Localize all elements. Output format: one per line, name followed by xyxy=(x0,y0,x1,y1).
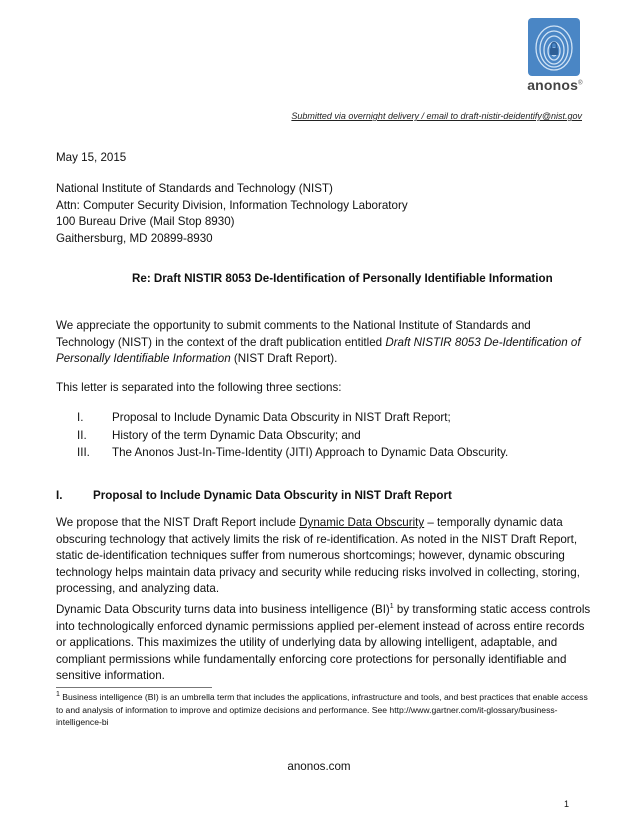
address-line: Attn: Computer Security Division, Information Technology Laboratory xyxy=(56,198,408,212)
list-item xyxy=(56,428,586,446)
list-text: Proposal to Include Dynamic Data Obscurity in NIST Draft Report; xyxy=(112,411,451,424)
sections-list xyxy=(56,410,586,463)
list-number: I. xyxy=(77,411,84,424)
footer-site: anonos.com xyxy=(287,760,351,773)
footnote-number: 1 xyxy=(56,691,60,699)
publication-title: Draft NISTIR 8053 De-Identification of Personally Identifiable Information xyxy=(56,335,581,366)
sections-intro: This letter is separated into the following three sections: xyxy=(56,381,342,394)
section-title: Proposal to Include Dynamic Data Obscurity in NIST Draft Report xyxy=(93,489,452,502)
page-number: 1 xyxy=(564,799,570,809)
footnote xyxy=(56,691,596,729)
bi-paragraph: Dynamic Data Obscurity turns data into business intelligence (BI)$^1$ by transforming static access controls into technologically enforced dynamic permissions applied per-element instead of across entire records or applications. This maximizes the utility of underlying data by allowing intelligent, adaptable, and compliant permissions while fundamentally enforcing core protections for personally identifiable and sensitive information. xyxy=(56,603,591,683)
proposal-paragraph: We propose that the NIST Draft Report include Dynamic Data Obscurity – temporally dynamic data obscuring technology that actively limits the risk of re-identification. As noted in the NIST Draft Report, static de-identification techniques suffer from numerous shortcomings; however, dynamic obscuring technology helps maintain data privacy and security while reducing risks involved in collecting, storing, processing, and analyzing data. xyxy=(56,516,580,596)
anonos-logo xyxy=(524,18,586,98)
section-number: I. xyxy=(56,489,63,502)
list-item xyxy=(56,445,586,463)
letter-date: May 15, 2015 xyxy=(56,151,127,164)
subject-line: Re: Draft NISTIR 8053 De-Identification of Personally Identifiable Information xyxy=(132,272,553,285)
footnote-ref[interactable]: 1 xyxy=(389,603,394,611)
list-text: The Anonos Just-In-Time-Identity (JITI) Approach to Dynamic Data Obscurity. xyxy=(112,446,509,459)
list-text: History of the term Dynamic Data Obscurity; and xyxy=(112,428,361,442)
intro-paragraph: We appreciate the opportunity to submit comments to the National Institute of Standards and Technology (NIST) in the context of the draft publication entitled Draft NISTIR 8053 De-Identification of Personally Identifiable Information (NIST Draft Report). xyxy=(56,319,581,366)
address-line: National Institute of Standards and Technology (NIST) xyxy=(56,182,333,195)
footnote-divider xyxy=(56,687,212,688)
submission-note: Submitted via overnight delivery / email to draft-nistir-deidentify@nist.gov xyxy=(291,111,582,121)
list-number: III. xyxy=(77,446,90,459)
list-item xyxy=(56,410,586,428)
dynamic-data-obscurity-link[interactable]: Dynamic Data Obscurity xyxy=(299,516,425,529)
registered-mark: ® xyxy=(578,80,583,87)
recipient-address xyxy=(56,181,408,247)
list-number: II. xyxy=(77,428,87,442)
logo-text: anonos xyxy=(527,77,579,93)
address-line: 100 Bureau Drive (Mail Stop 8930) xyxy=(56,215,235,229)
footnote-text: Business intelligence (BI) is an umbrella term that includes the applications, infrastructure and tools, and best practices that enable access to and analysis of information to improve and optimize decisions and performance. See http://www.gartner.com/it-glossary/business-intelligence-bi xyxy=(56,692,588,728)
fingerprint-icon xyxy=(528,18,580,76)
address-line: Gaithersburg, MD 20899-8930 xyxy=(56,231,213,245)
